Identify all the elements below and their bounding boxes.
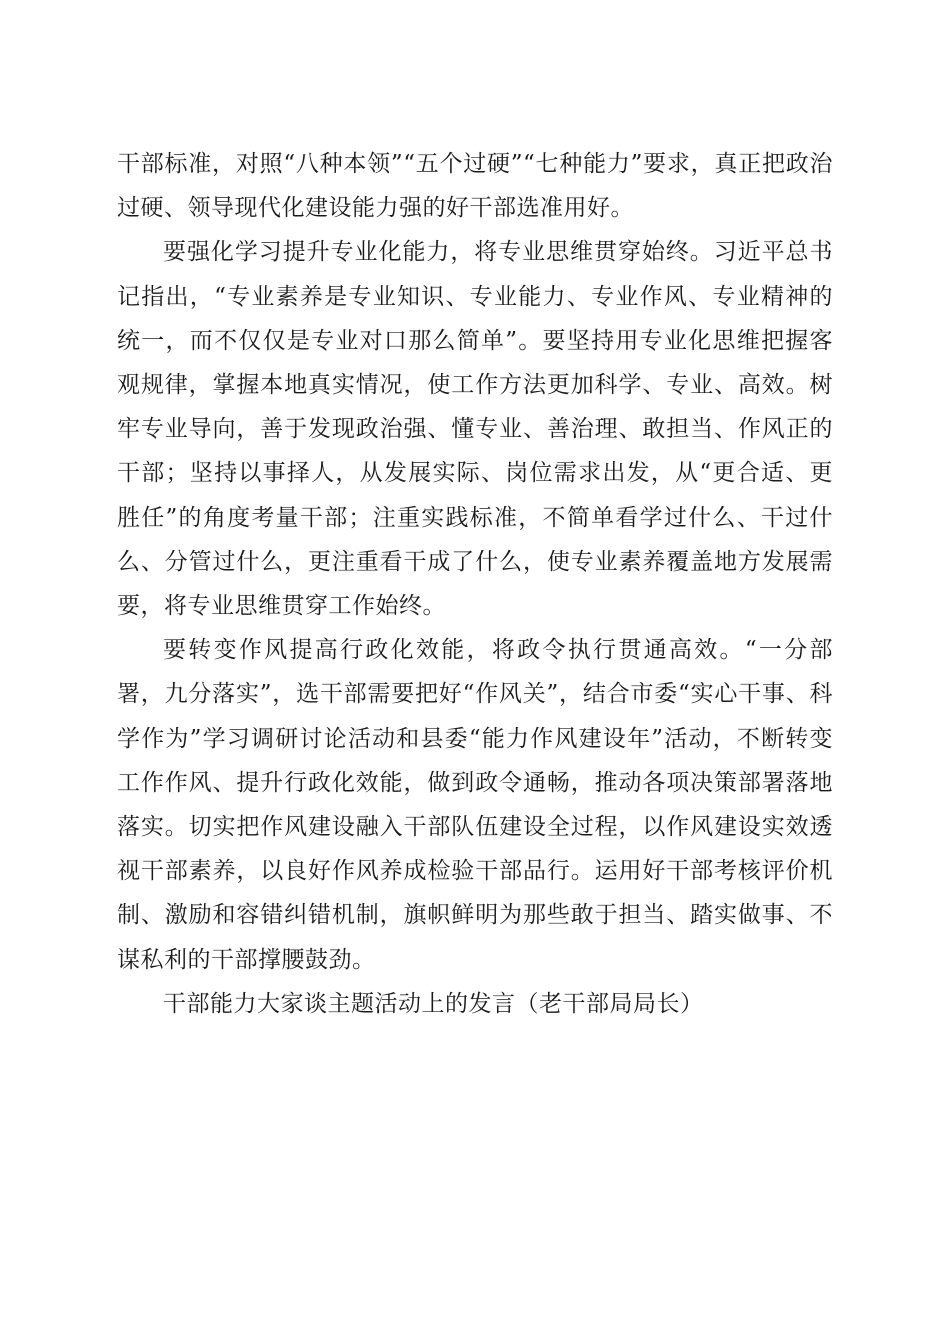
speech-title: 干部能力大家谈主题活动上的发言（老干部局局长） bbox=[163, 990, 704, 1017]
document-body bbox=[117, 142, 833, 1026]
paragraph-specialization: 要强化学习提升专业化能力，将专业思维贯穿始终。习近平总书记指出，“专业素养是专业知识、专业能力、专业作风、专业精神的统一，而不仅仅是专业对口那么简单”。要坚持用专业化思维把握客观规律，掌握本地真实情况，使工作方法更加科学、专业、高效。树牢专业导向，善于发现政治强、懂专业、善治理、敢担当、作风正的干部；坚持以事择人，从发展实际、岗位需求出发，从“更合适、更胜任”的角度考量干部；注重实践标准，不简单看学过什么、干过什么、分管过什么，更注重看干成了什么，使专业素养覆盖地方发展需要，将专业思维贯穿工作始终。 bbox=[117, 239, 833, 620]
paragraph-work-style: 要转变作风提高行政化效能，将政令执行贯通高效。“一分部署，九分落实”，选干部需要把好“作风关”，结合市委“实心干事、科学作为”学习调研讨论活动和县委“能力作风建设年”活动，不断转变工作作风、提升行政化效能，做到政令通畅，推动各项决策部署落地落实。切实把作风建设融入干部队伍建设全过程，以作风建设实效透视干部素养，以良好作风养成检验干部品行。运用好干部考核评价机制、激励和容错纠错机制，旗帜鲜明为那些敢于担当、踏实做事、不谋私利的干部撑腰鼓劲。 bbox=[117, 637, 833, 973]
paragraph-continuation: 干部标准，对照“八种本领”“五个过硬”“七种能力”要求，真正把政治过硬、领导现代化建设能力强的好干部选准用好。 bbox=[117, 151, 833, 222]
